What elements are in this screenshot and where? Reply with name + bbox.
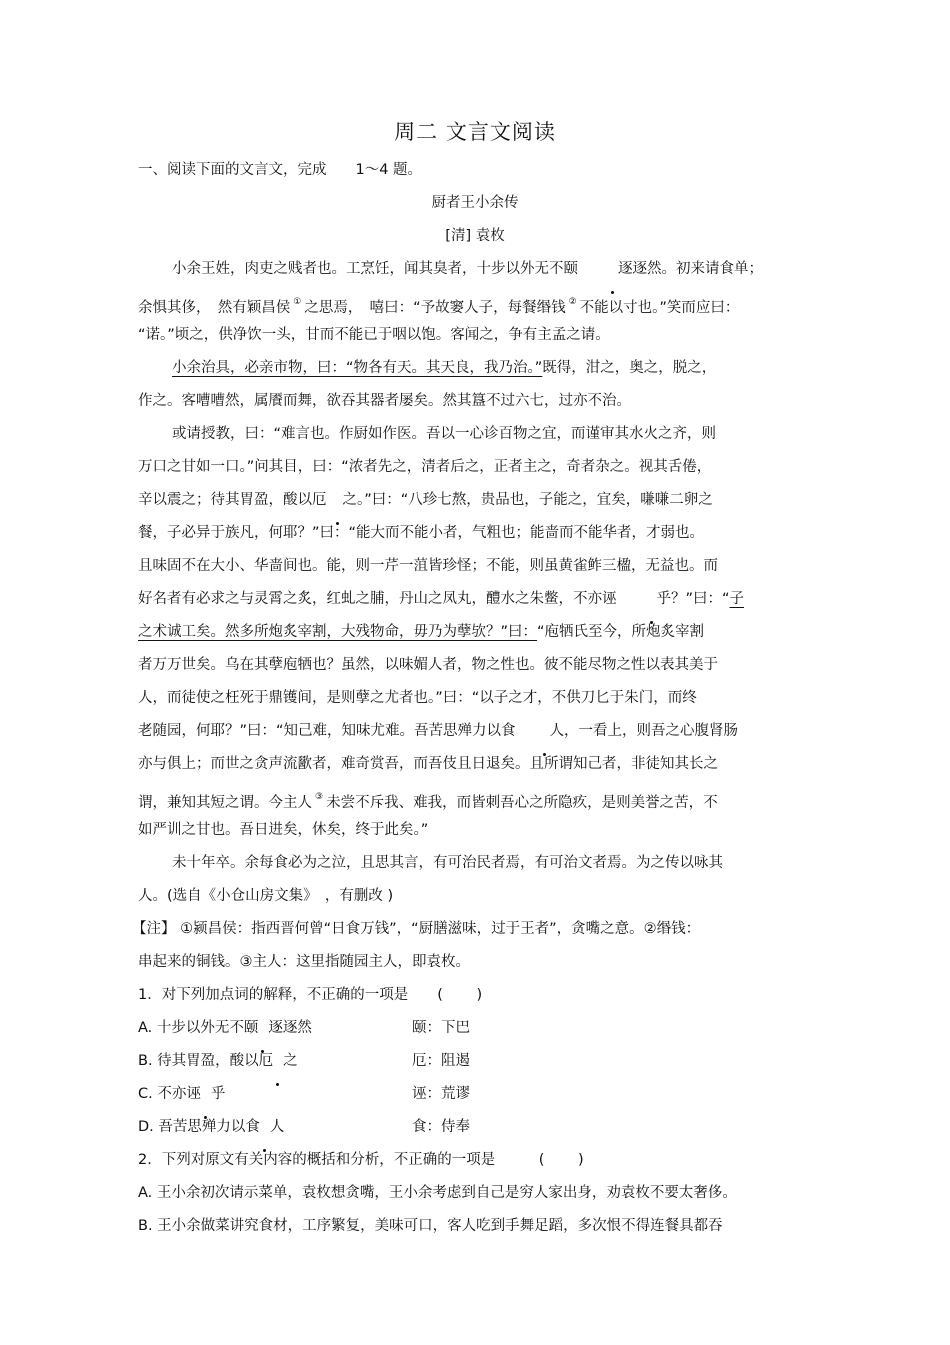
option-b-gloss: 厄：阻遏	[412, 1053, 470, 1069]
option-text: 之	[283, 1053, 298, 1069]
passage-line	[138, 589, 744, 609]
passage-line: 或请授教，曰：“难言也。作厨如作医。吾以一心诊百物之宜，而谨审其水火之齐，则	[172, 426, 717, 442]
passage-text: 逐逐然。初来请食单；	[618, 261, 763, 277]
passage-line: 亦与俱上；而世之贪声流歠者，难奇赏吾，而吾伎且日退矣。且所谓知己者，非徒知其长之	[138, 756, 718, 772]
passage-line	[138, 787, 718, 813]
option-text: 十步以外无不颐	[156, 1020, 259, 1036]
passage-text: 未尝不斥我、难我，而皆刺吾心之所隐疚，是则美誉之苦，不	[326, 795, 718, 811]
option-c	[138, 1084, 225, 1104]
underlined-sentence: 小余治具，必亲市物，曰：“物各有天。其天良，我乃治。”	[172, 360, 543, 376]
note-mark: ③	[315, 792, 324, 802]
passage-text: 谓，兼知其短之谓。今主人	[138, 795, 312, 811]
passage-text: 好名者有必求之与灵霄之炙，红虬之脯，丹山之凤丸，醴水之朱鳖，不亦诬	[138, 591, 617, 607]
passage-text: 辛以震之；待其胃盈，酸以厄	[138, 492, 327, 508]
option-c-gloss: 诬：荒谬	[412, 1086, 470, 1102]
passage-text: 既得，泔之，奥之，脱之，	[542, 360, 717, 376]
passage-text: “庖牺氏至今，所炮炙宰割	[537, 624, 705, 640]
underlined-sentence: 之术诚工矣。然多所炮炙宰割，大残物命，毋乃为孽欤？”曰：	[138, 624, 538, 640]
passage-line	[138, 721, 738, 741]
note-line: 【注】 ①颍昌侯：指西晋何曾“日食万钱”，“厨膳滋味，过于王者”，贪嘴之意。②缗钱：	[132, 921, 701, 937]
passage-line	[138, 622, 704, 642]
option-label: B.	[138, 1218, 153, 1234]
option-b	[138, 1216, 723, 1236]
option-label: A.	[138, 1020, 153, 1036]
option-label: B.	[138, 1053, 153, 1069]
question-stem: 1．对下列加点词的解释，不正确的一项是 ( )	[138, 987, 483, 1003]
passage-text: 小余王姓，肉吏之贱者也。工烹饪，闻其臭者，十步以外无不颐	[172, 261, 578, 277]
option-b	[138, 1051, 298, 1071]
passage-line	[172, 259, 763, 279]
passage-line: 人，而徒使之枉死于鼎镬间，是则孽之尤者也。”曰：“以子之才，不供刀匕于朱门，而终	[138, 690, 697, 706]
option-text: 乎	[210, 1086, 226, 1102]
passage-text: 之。”曰：“八珍七熬，贵品也，子能之，宜矣，嗛嗛二卵之	[342, 492, 713, 508]
option-text: 待其胃盈，酸以厄	[157, 1053, 274, 1069]
passage-text: 老随园，何耶？”曰：“知己难，知味尤难。吾苦思殚力以食	[138, 723, 516, 739]
option-text: 王小余做菜讲究食材，工序繁复，美味可口，客人吃到手舞足蹈，多次恨不得连餐具都吞	[157, 1218, 723, 1234]
option-text: 不亦诬	[157, 1086, 201, 1102]
passage-text: 余惧其侈， 然有颖昌侯	[138, 300, 291, 316]
passage-author: [清] 袁枚	[445, 228, 505, 244]
passage-line	[138, 490, 713, 510]
passage-line: 餐，子必异于族凡，何耶？”曰：“能大而不能小者，气粗也；能啬而不能华者，才弱也。	[138, 525, 705, 541]
passage-line: “诺。”顷之，供净饮一头，甘而不能已于咽以饱。客闻之，争有主孟之请。	[138, 327, 610, 343]
option-label: A.	[138, 1185, 153, 1201]
option-label: C.	[138, 1086, 153, 1102]
passage-line	[138, 292, 739, 318]
passage-line: 未十年卒。余每食必为之泣，且思其言，有可治民者焉，有可治文者焉。为之传以咏其	[172, 855, 723, 871]
page-title: 周二 文言文阅读	[394, 120, 556, 144]
option-a	[138, 1183, 737, 1203]
passage-line: 如严训之甘也。吾日进矣，休矣，终于此矣。”	[138, 822, 429, 838]
note-mark: ①	[293, 297, 302, 307]
option-text: 逐逐然	[268, 1020, 312, 1036]
passage-text: 不能以寸也。”笑而应曰：	[579, 300, 740, 316]
passage-text: 乎？”曰：“	[656, 591, 730, 607]
underlined-sentence: 子	[729, 591, 745, 607]
passage-text: 之思焉， 嘻曰：“予故窭人子，每餐缗钱	[304, 300, 566, 316]
passage-text: 人，一看上，则吾之心腹肾肠	[549, 723, 739, 739]
option-text: 吾苦思殚力以食	[158, 1119, 260, 1135]
option-text: 王小余初次请示菜单，袁枚想贪嘴，王小余考虑到自己是穷人家出身，劝袁枚不要太奢侈。	[156, 1185, 737, 1201]
passage-line: 作之。客嘈嘈然，属餍而舞，欲吞其器者屡矣。然其簋不过六七，过亦不治。	[138, 393, 631, 409]
note-line: 串起来的铜钱。③主人：这里指随园主人，即袁枚。	[138, 954, 470, 970]
option-d	[138, 1117, 284, 1137]
passage-source: 人。(选自《小仓山房文集》 ，有删改 )	[138, 888, 394, 904]
option-d-gloss: 食：侍奉	[412, 1119, 470, 1135]
instruction: 一、阅读下面的文言文，完成 1～4 题。	[138, 162, 423, 178]
option-a	[138, 1018, 312, 1038]
passage-line: 者万万世矣。乌在其孽庖牺也？虽然，以味媚人者，物之性也。彼不能尽物之性以表其美于	[138, 657, 718, 673]
passage-line: 万口之甘如一口。”问其目，曰：“浓者先之，清者后之，正者主之，奇者杂之。视其舌倦，	[138, 459, 712, 475]
passage-heading: 厨者王小余传	[431, 195, 519, 211]
passage-line: 且味固不在大小、华啬间也。能，则一芹一菹皆珍怪；不能，则虽黄雀鲊三楹，无益也。而	[138, 558, 718, 574]
passage-line	[172, 358, 716, 378]
option-text: 人	[269, 1119, 285, 1135]
option-label: D.	[138, 1119, 154, 1135]
question-stem: 2．下列对原文有关内容的概括和分析，不正确的一项是 ( )	[138, 1152, 584, 1168]
note-mark: ②	[568, 297, 577, 307]
option-a-gloss: 颐：下巴	[412, 1020, 470, 1036]
